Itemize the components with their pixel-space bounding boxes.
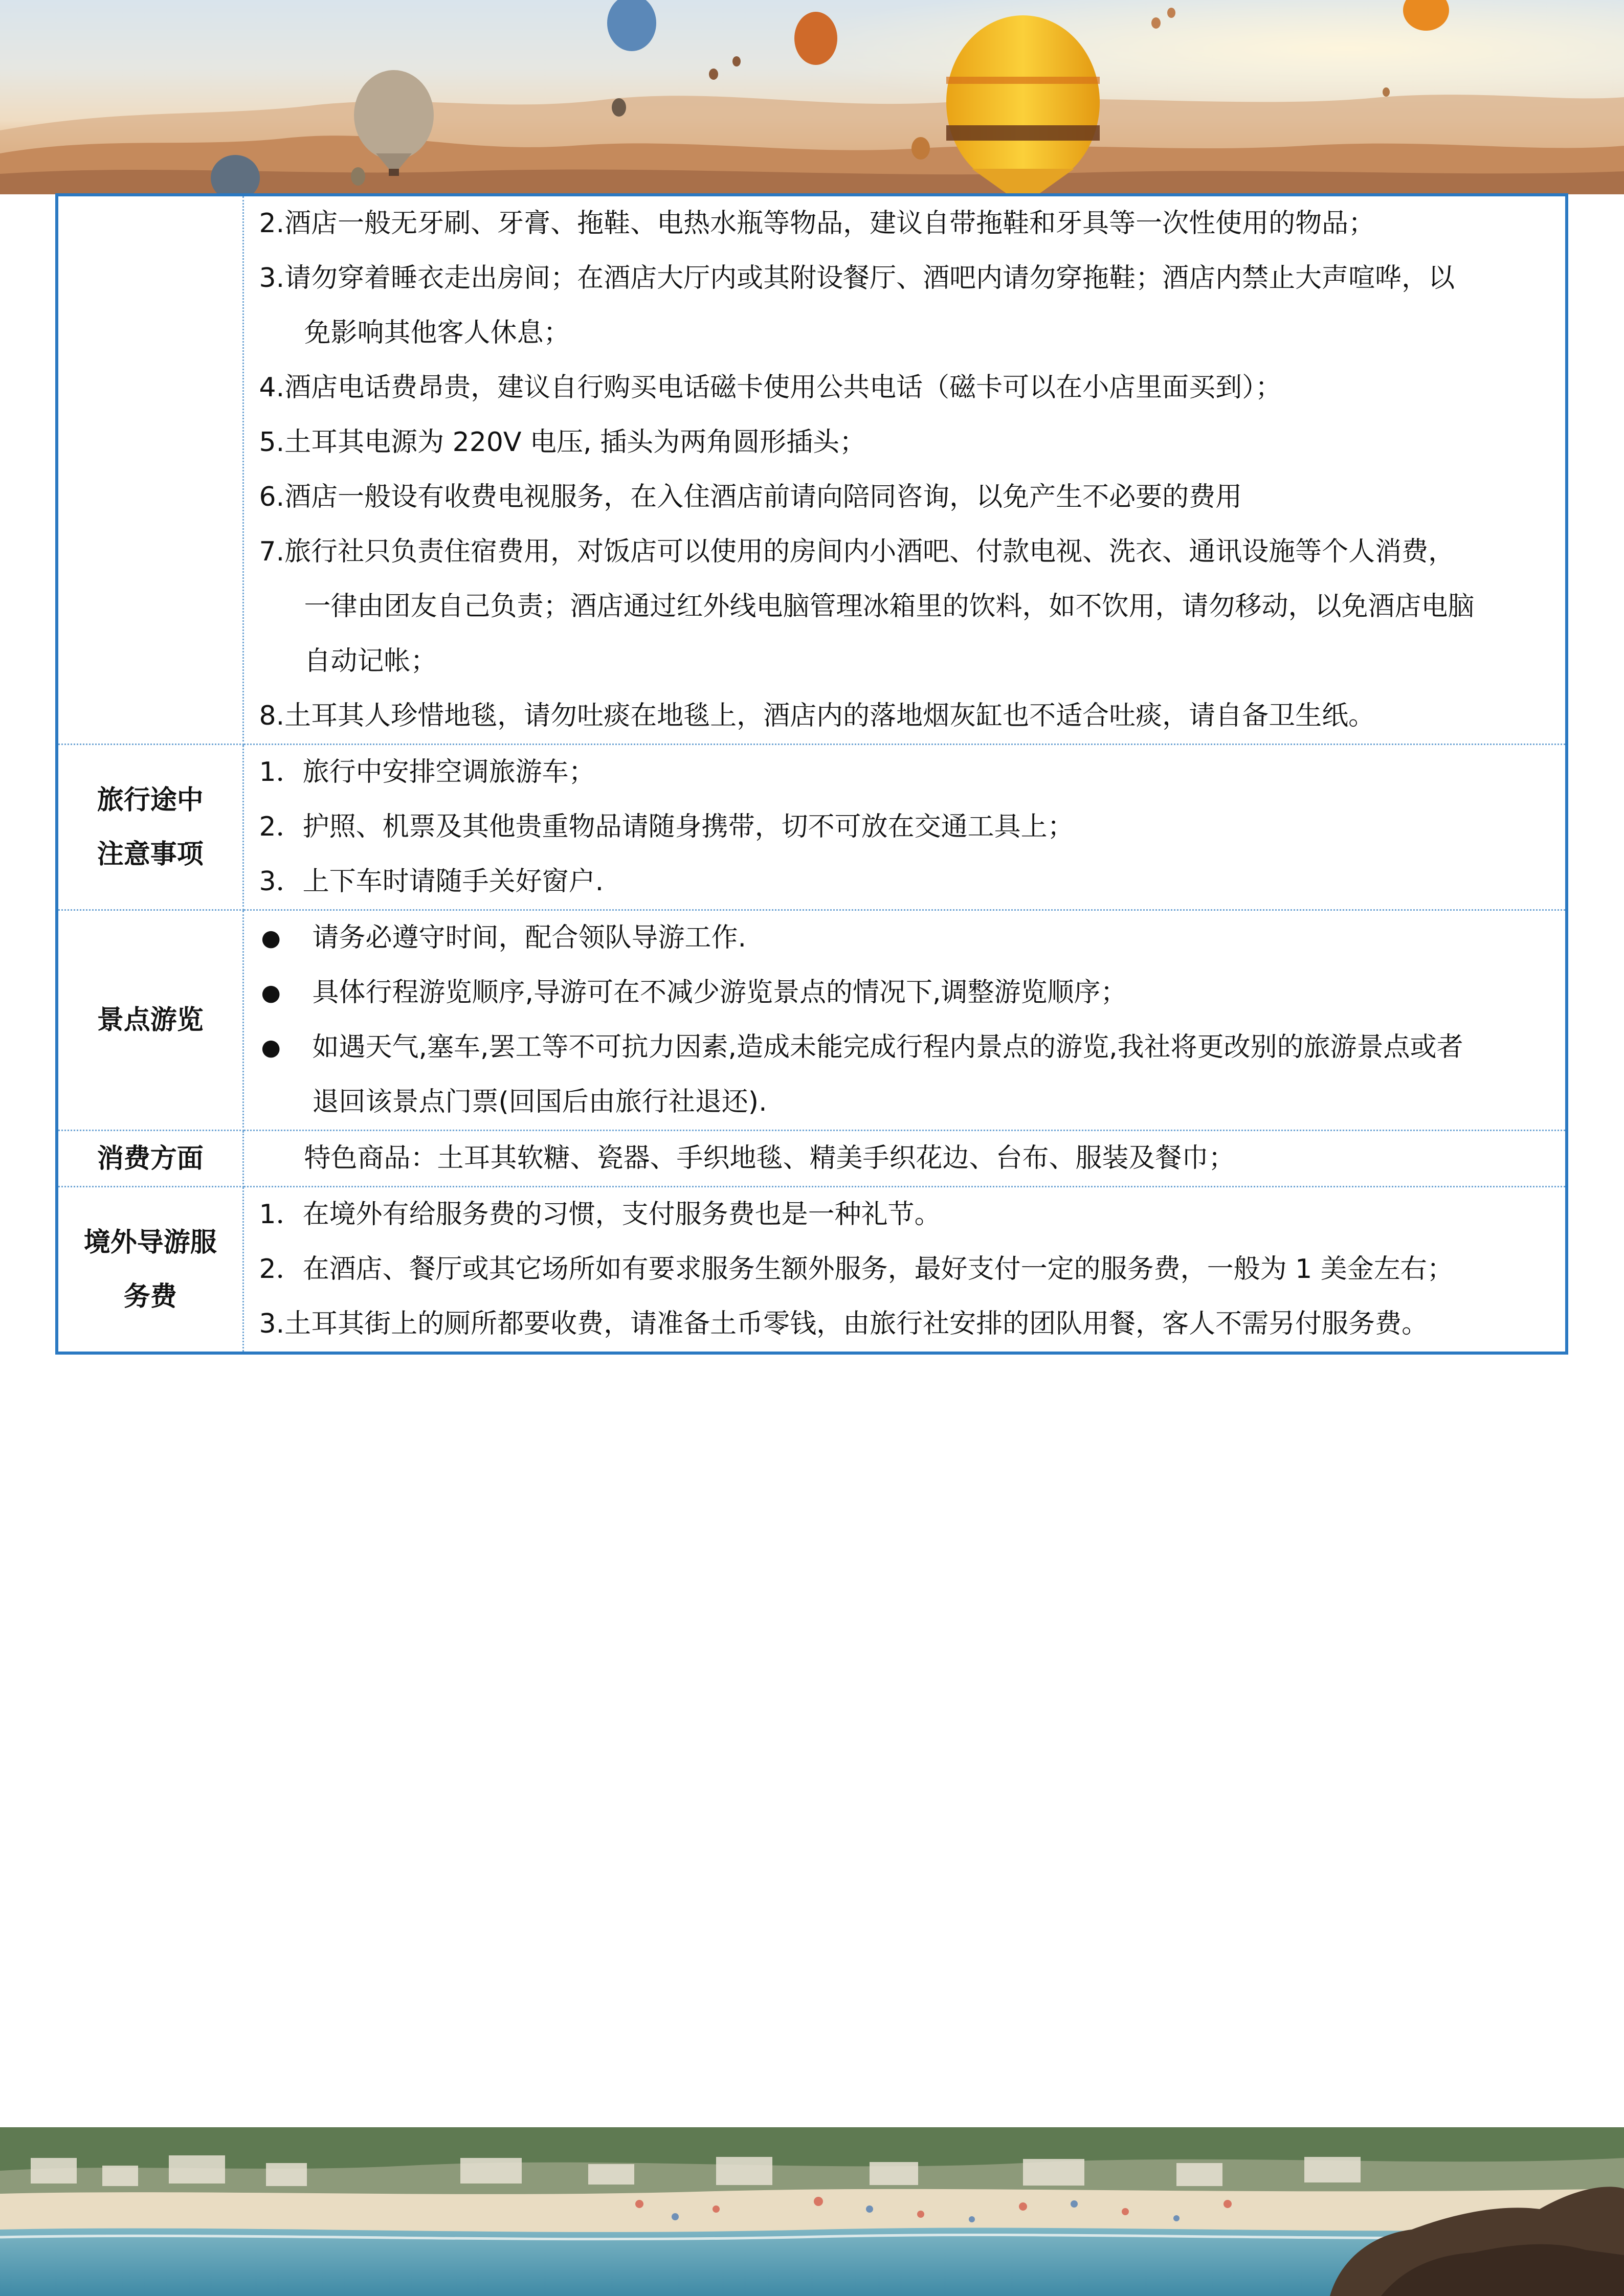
content-cell	[243, 910, 1567, 1131]
list-item: 2.酒店一般无牙刷、牙膏、拖鞋、电热水瓶等物品，建议自带拖鞋和牙具等一次性使用的物品；	[259, 208, 1375, 239]
balloon-landscape-image	[0, 0, 1624, 194]
category-label: 注意事项	[97, 839, 204, 870]
list-item: 2．护照、机票及其他贵重物品请随身携带，切不可放在交通工具上；	[259, 812, 1074, 842]
table-row	[57, 195, 1567, 745]
list-item: 2．在酒店、餐厅或其它场所如有要求服务生额外服务，最好支付一定的服务费，一般为 1 美金左右；	[259, 1254, 1454, 1285]
table-row	[57, 1187, 1567, 1354]
footer-banner-beach	[0, 2127, 1624, 2296]
list-item: 3.请勿穿着睡衣走出房间；在酒店大厅内或其附设餐厅、酒吧内请勿穿拖鞋；酒店内禁止大声喧哗，以	[259, 263, 1455, 294]
list-item: 特色商品：土耳其软糖、瓷器、手织地毯、精美手织花边、台布、服装及餐巾；	[304, 1143, 1235, 1174]
content-cell	[243, 745, 1567, 910]
category-cell	[57, 195, 243, 745]
header-banner-balloons	[0, 0, 1624, 194]
list-item: ● 如遇天气,塞车,罢工等不可抗力因素,造成未能完成行程内景点的游览,我社将更改别的旅游景点或者	[259, 1020, 1555, 1075]
category-label: 景点游览	[97, 1005, 204, 1036]
content-cell	[243, 1131, 1567, 1187]
travel-notes-table	[55, 193, 1568, 1355]
list-item: ● 具体行程游览顺序,导游可在不减少游览景点的情况下,调整游览顺序；	[259, 965, 1555, 1020]
list-item: ● 请务必遵守时间，配合领队导游工作.	[259, 911, 1555, 965]
list-item: 1．旅行中安排空调旅游车；	[259, 757, 595, 787]
list-item-continuation: 一律由团友自己负责；酒店通过红外线电脑管理冰箱里的饮料，如不饮用，请勿移动，以免酒店电脑	[304, 591, 1475, 622]
list-item: 4.酒店电话费昂贵，建议自行购买电话磁卡使用公共电话（磁卡可以在小店里面买到）；	[259, 372, 1282, 403]
category-label: 务费	[123, 1281, 177, 1312]
list-item: 5.土耳其电源为 220V 电压, 插头为两角圆形插头；	[259, 427, 866, 458]
content-cell	[243, 195, 1567, 745]
category-cell	[57, 910, 243, 1131]
bullet-icon: ●	[261, 980, 281, 1006]
category-cell	[57, 1131, 243, 1187]
list-item: 6.酒店一般设有收费电视服务，在入住酒店前请向陪同咨询，以免产生不必要的费用	[259, 482, 1242, 512]
list-item: 8.土耳其人珍惜地毯，请勿吐痰在地毯上，酒店内的落地烟灰缸也不适合吐痰，请自备卫生纸。	[259, 701, 1375, 731]
category-label: 旅行途中	[97, 784, 204, 816]
list-item-continuation: 免影响其他客人休息；	[304, 318, 570, 348]
list-item-continuation: 退回该景点门票(回国后由旅行社退还).	[312, 1087, 767, 1117]
bullet-icon: ●	[261, 925, 281, 951]
category-cell	[57, 1187, 243, 1354]
table-row	[57, 910, 1567, 1131]
list-item: 3．上下车时请随手关好窗户.	[259, 866, 604, 897]
list-item: 1．在境外有给服务费的习惯，支付服务费也是一种礼节。	[259, 1199, 941, 1230]
beach-landscape-image	[0, 2127, 1624, 2296]
category-label: 消费方面	[97, 1143, 204, 1174]
category-label: 境外导游服	[83, 1227, 217, 1258]
bullet-icon: ●	[261, 1034, 281, 1061]
table-row	[57, 1131, 1567, 1187]
content-cell	[243, 1187, 1567, 1354]
list-item-continuation: 自动记帐；	[304, 646, 437, 677]
list-item: 3.土耳其街上的厕所都要收费，请准备土币零钱，由旅行社安排的团队用餐，客人不需另付服务费。	[259, 1309, 1429, 1339]
category-cell	[57, 745, 243, 910]
list-item: 7.旅行社只负责住宿费用，对饭店可以使用的房间内小酒吧、付款电视、洗衣、通讯设施等个人消费，	[259, 536, 1455, 567]
table-row	[57, 745, 1567, 910]
